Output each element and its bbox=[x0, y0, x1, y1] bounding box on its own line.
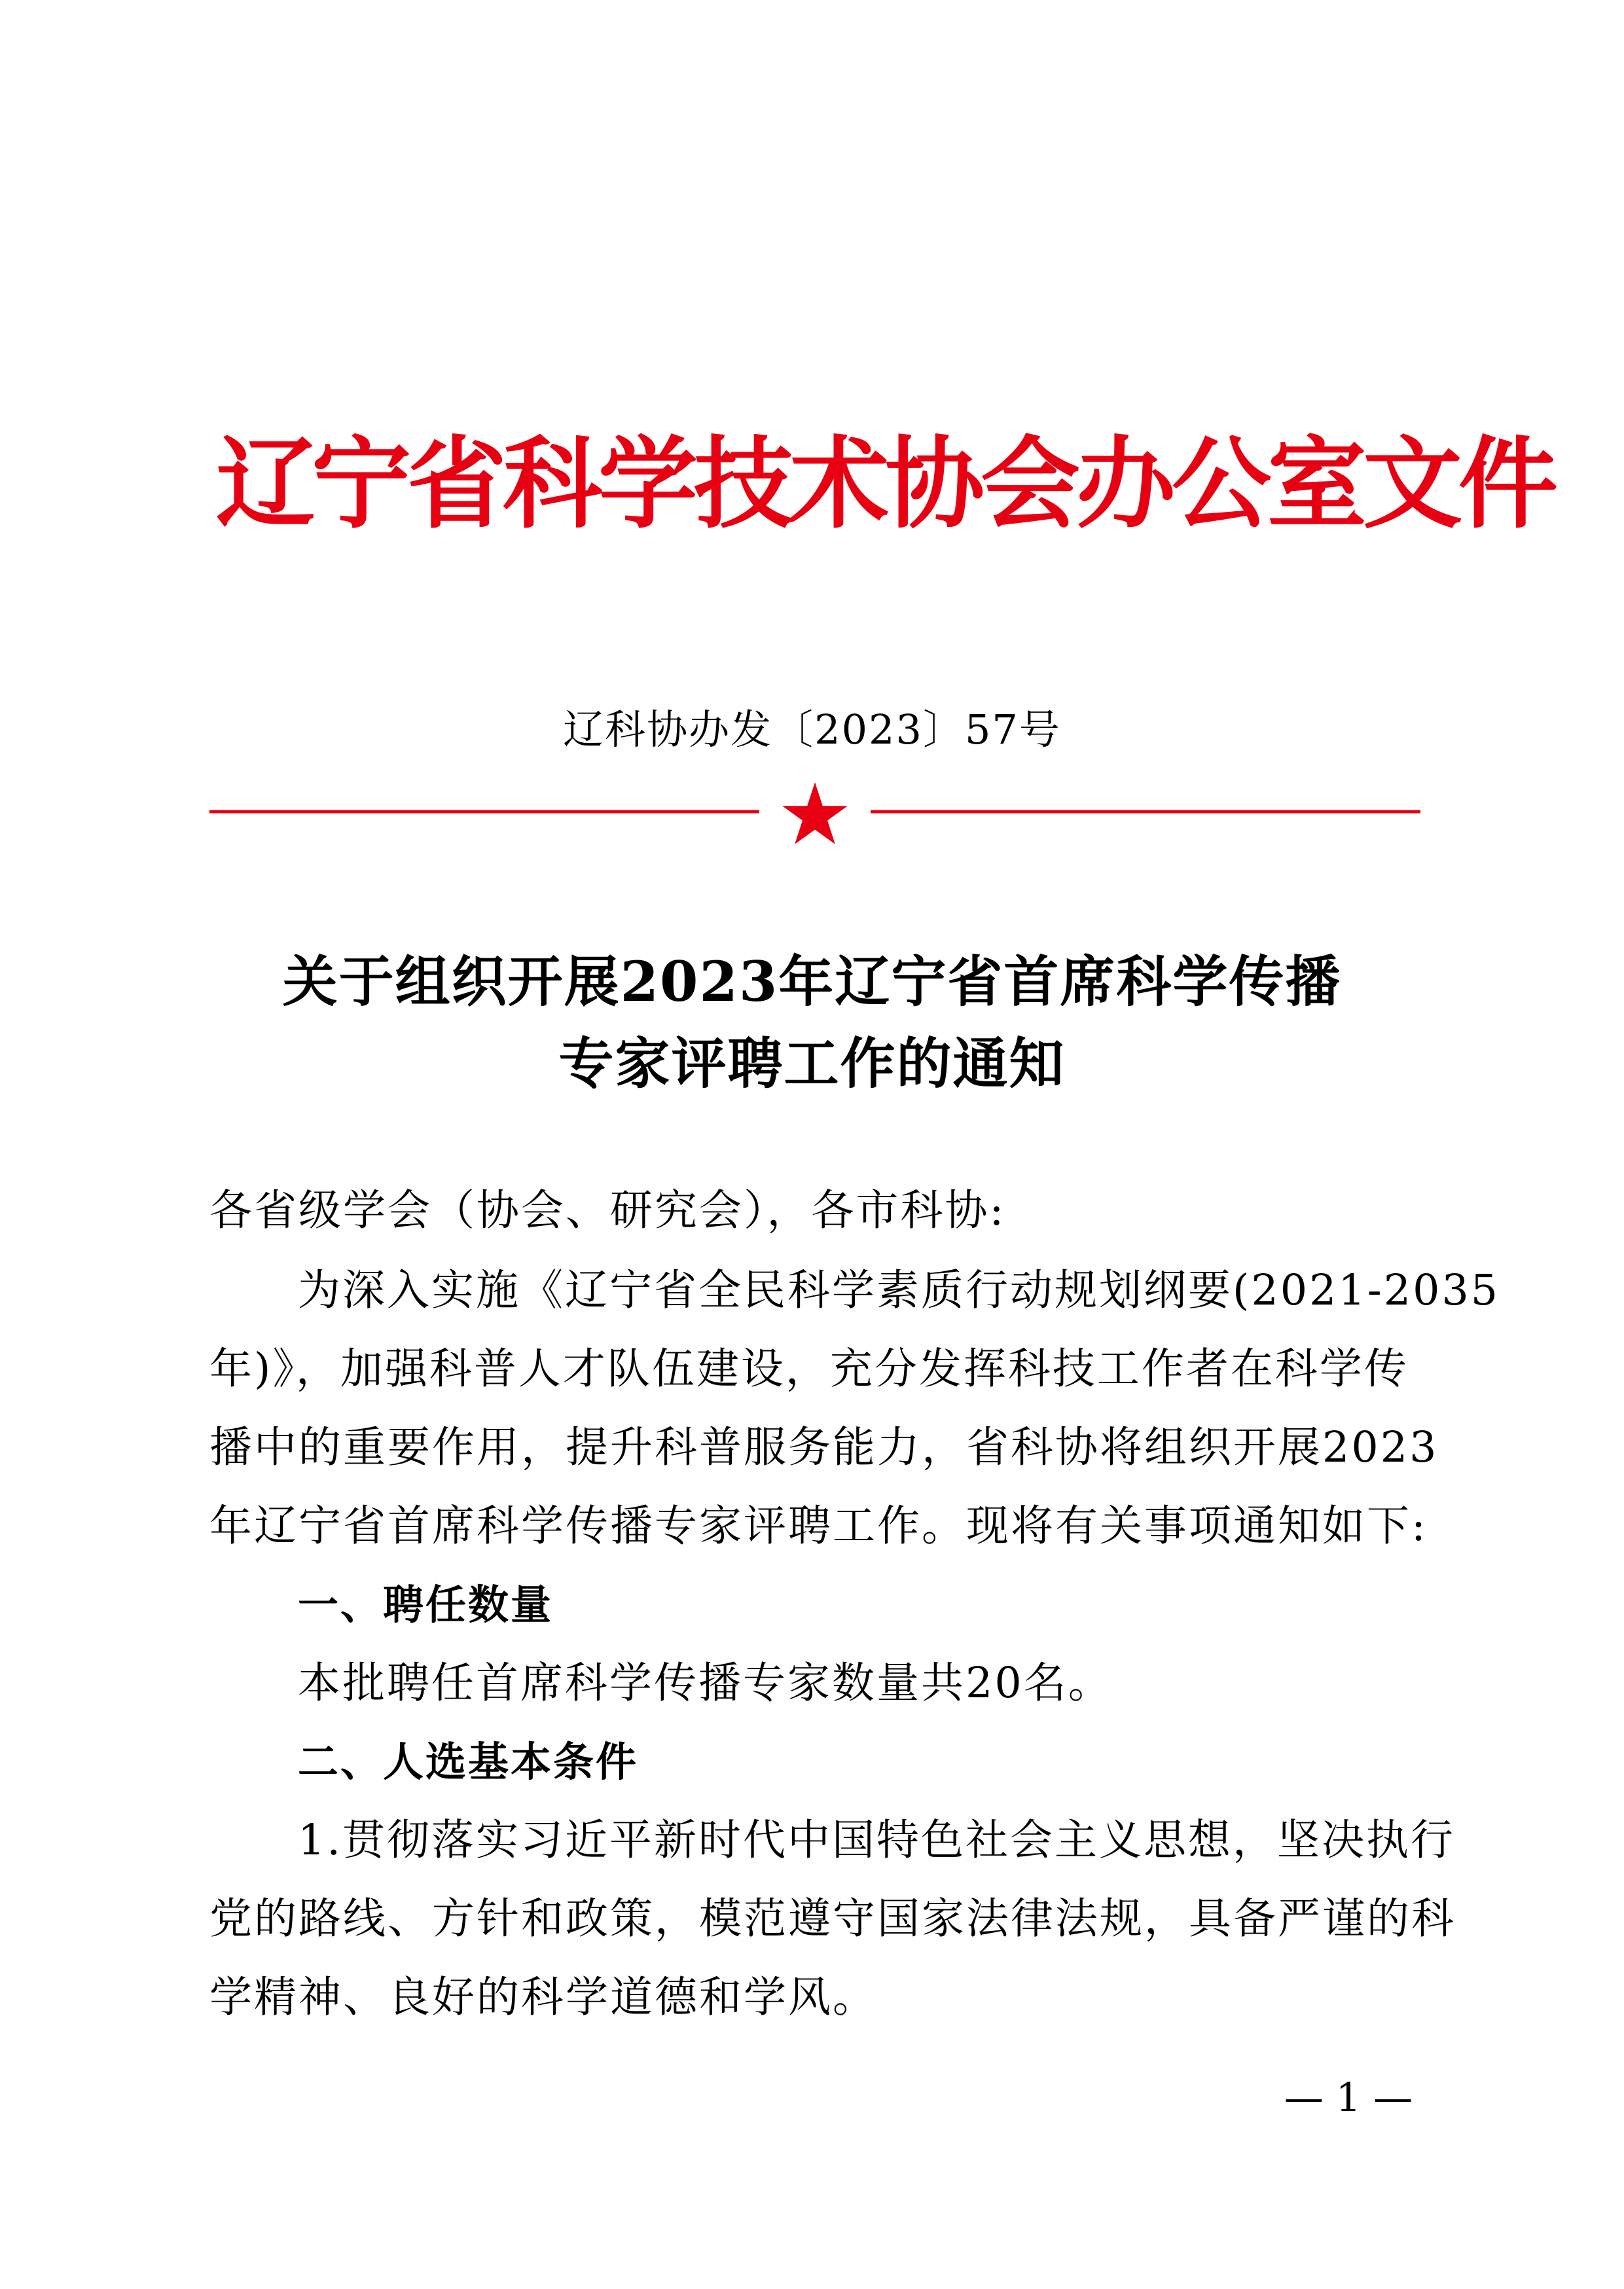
section-2-item-1-line-2: 党的路线、方针和政策，模范遵守国家法律法规，具备严谨的科 bbox=[209, 1894, 1456, 1943]
section-2-item-1-line-3: 学精神、良好的科学道德和学风。 bbox=[209, 1973, 878, 2022]
notice-title-line-2: 专家评聘工作的通知 bbox=[558, 1031, 1066, 1096]
notice-title-line-1: 关于组织开展2023年辽宁省首席科学传播 bbox=[282, 949, 1342, 1014]
section-2-heading: 二、人选基本条件 bbox=[298, 1738, 639, 1786]
section-1-heading: 一、聘任数量 bbox=[298, 1581, 554, 1629]
document-number: 辽科协办发〔2023〕57号 bbox=[563, 706, 1061, 753]
red-divider bbox=[209, 782, 1420, 861]
intro-line-3: 播中的重要作用，提升科普服务能力，省科协将组织开展2023 bbox=[209, 1423, 1439, 1472]
salutation: 各省级学会（协会、研究会），各市科协: bbox=[209, 1186, 1006, 1235]
letterhead-title: 辽宁省科学技术协会办公室文件 bbox=[216, 426, 1554, 542]
page-number: — 1 — bbox=[1284, 2075, 1413, 2121]
section-1-text: 本批聘任首席科学传播专家数量共20名。 bbox=[298, 1659, 1113, 1708]
intro-line-2: 年)》，加强科普人才队伍建设，充分发挥科技工作者在科学传 bbox=[209, 1344, 1409, 1394]
star-icon bbox=[782, 782, 848, 844]
intro-line-4: 年辽宁省首席科学传播专家评聘工作。现将有关事项通知如下: bbox=[209, 1502, 1428, 1551]
intro-line-1: 为深入实施《辽宁省全民科学素质行动规划纲要(2021-2035 bbox=[298, 1266, 1500, 1315]
section-2-item-1-line-1: 1.贯彻落实习近平新时代中国特色社会主义思想，坚决执行 bbox=[298, 1816, 1456, 1865]
